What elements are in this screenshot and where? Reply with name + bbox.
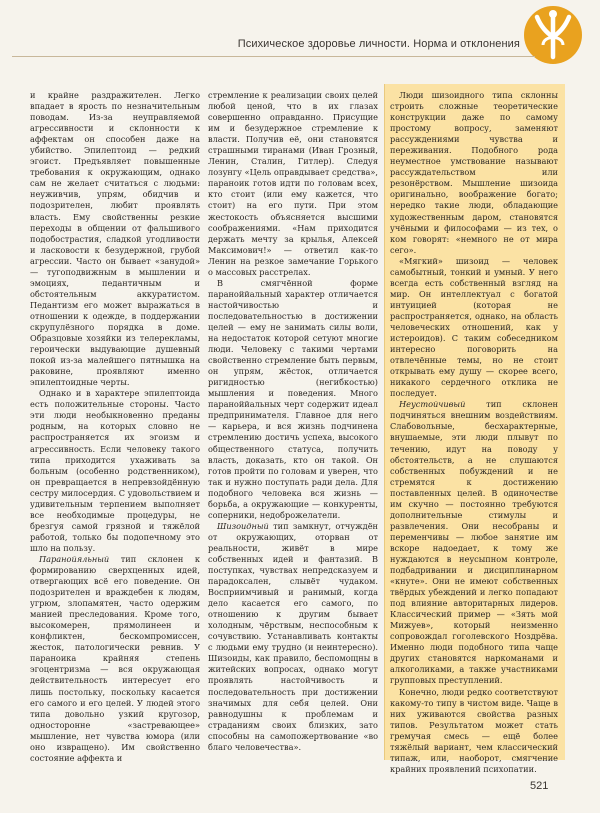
running-header: Психическое здоровье личности. Норма и отклонения (237, 38, 520, 50)
paragraph: Люди шизоидного типа склонны строить сложные теоретические конструкции даже по самому простому вопросу, заменяют рассуждениями чувства и переживания. Подобного рода неуместное умствование называют рассуждательством или резонёрством. Мышление шизоида оригинально, воображение богато; нередко такие люди, обладающие художественным даром, становятся учёными и философами — из тех, о ком говорят: «немного не от мира сего». (390, 90, 558, 255)
page-number: 521 (530, 780, 549, 792)
paragraph (390, 399, 558, 686)
text-column-right (390, 90, 558, 775)
paragraph (208, 521, 378, 753)
paragraph: Однако и в характере эпилептоида есть положительные стороны. Часто эти люди необыкновенно преданы родным, на которых словно не распространяется их эгоизм и агрессивность. Если человеку такого типа приходится ухаживать за больным (особенно родственником), он превращается в непревзойдённую сестру милосердия. С удовольствием и удивительным терпением выполняет все необходимые процедуры, не брезгуя самой грязной и тяжёлой работой, только бы подопечному это шло на пользу. (30, 388, 201, 553)
paragraph: и крайне раздражителен. Легко впадает в ярость по незначительным поводам. Из-за неуправляемой агрессивности и склонности к аффектам он способен даже на убийство. Эпилептоид — редкий эгоист. Предъявляет повышенные требования к окружающим, однако сам не желает считаться с людьми: неуживчив, упрям, обидчив и подозрителен, любит проявлять власть. Ему свойственны резкие переходы в общении от фальшивого подобострастия, сладкой угодливости и ласковости к безудержной, грубой агрессии. Часто он бывает «занудой» — тугоподвижным в мышлении и эмоциях, педантичным и обстоятельным аккуратистом. Педантизм его может выражаться в отношении к одежде, в поддержании скрупулёзного порядка в доме. Образцовые хозяйки из телерекламы, героически выдувающие душевный покой из-за малейшего пятнышка на раковине, проявляют именно эпилептоидные черты. (30, 90, 200, 388)
paragraph: «Мягкий» шизоид — человек самобытный, тонкий и умный. У него всегда есть собственный взгляд на мир. Он интеллектуал с богатой интуицией (которая не распространяется, однако, на область человеческих отношений, как у истероидов). С таким собеседником интересно поговорить на отвлечённые темы, но не стоит открывать ему душу — скорее всего, никакого сердечного отклика не последует. (390, 255, 558, 399)
term: Неустойчивый (399, 399, 466, 410)
term: Шизоидный (217, 520, 269, 531)
header-divider (12, 56, 535, 57)
paragraph: В смягчённой форме параноййальный характер отличается настойчивостью и последовательностью в достижении целей — ему не занимать силы воли, на недостаток которой сетуют многие люди. Человеку с такими чертами свойственно стремление быть первым, он упрям, жёсток, отличается ригидностью (негибкостью) мышления и поведения. Много параноййальных черт содержит идеал предпринимателя. Главное для него — карьера, и вся жизнь подчинена стремлению достичь успеха, высокого общественного статуса, получить власть, доказать, кто он такой. Он готов пройти по головам и уверен, что так и нужно поступать ради дела. Для подобного человека вся жизнь — борьба, а окружающие — конкуренты, соперники, недоброжелатели. (208, 277, 378, 520)
paragraph-text: тип склонен подчиняться внешним воздействиям. Слабовольные, бесхарактерные, внушаемые, эти люди плывут по течению, идут на поводу у обстоятельств, а не слушаются собственных побуждений и не стремятся к достижению поставленных целей. В одиночестве им скучно — постоянно требуются дополнительные стимулы и развлечения. Они несобраны и переменчивы — любое занятие им вскоре надоедает, к тому же нуждаются в неусыпном контроле, подбадривании и дисциплинарном «кнуте». Они не имеют собственных твёрдых убеждений и легко попадают под влияние авторитарных лидеров. Классический пример — «Зять мой Мижуев», который неизменно сопровождал гоголевского Ноздрёва. Именно люди подобного типа чаще других становятся наркоманами и алкоголиками, а также участниками групповых преступлений. (390, 399, 558, 686)
paragraph (30, 554, 200, 764)
paragraph-text: тип замкнут, отчуждён от окружающих, оторван от реальности, живёт в мире собственных идей и фантазий. В поступках, чувствах непредсказуем и парадоксален, слывёт чудаком. Восприимчивый и ранимый, когда дело касается его самого, по отношению к другим бывает холодным, чёрствым, неспособным к сочувствию. Устанавливать контакты с людьми ему трудно (и неинтересно). Шизоиды, как правило, беспомощны в житейских вопросах, однако могут проявлять настойчивость и последовательность при достижении значимых для себя целей. Они равнодушны к проблемам и страданиям своих близких, зато способны на самопожертвование «во благо человечества». (208, 520, 378, 752)
paragraph-text: тип склонен к формированию сверхценных идей, отвергающих всё его поведение. Он подозрителен и враждебен к людям, угрюм, злопамятен, часто одержим манией преследования. Кроме того, высокомерен, прямолинеен и конфликтен, бескомпромиссен, жесток, патологически ревнив. У параноика крайняя степень эгоцентризма — вся окружающая действительность интересует его лишь постольку, поскольку касается его самого и его целей. У людей этого типа довольно узкий кругозор, односторонне «застревающее» мышление, нет чувства юмора (или оно извращено). Им свойственно состояние аффекта и (30, 553, 200, 763)
term: Паранойяльный (39, 553, 110, 564)
paragraph: стремление к реализации своих целей любой ценой, что в их глазах совершенно оправданно. Присущие им и безудержное стремление к власти. Получив её, они становятся страшными тиранами (Иван Грозный, Ленин, Сталин, Гитлер). Следуя лозунгу «Цель оправдывает средства», параноик готов идти по головам всех, кто стоит (или ему кажется, что стоит) на его пути. При этом жестокость объясняется высшими соображениями. «Нам приходится держать мечту за крылья, Алексей Максимович!» — ответил как-то Ленин на резкое замечание Горького о массовых расстрелах. (208, 90, 378, 277)
text-column-left (30, 90, 200, 764)
text-column-middle (208, 90, 378, 753)
paragraph: Конечно, люди редко соответствуют какому-то типу в чистом виде. Чаще в них уживаются свойства разных типов. Результатом может стать гремучая смесь — ещё более тяжёлый вариант, чем классический типаж, или, наоборот, смягчение крайних проявлений психопатии. (390, 686, 558, 774)
